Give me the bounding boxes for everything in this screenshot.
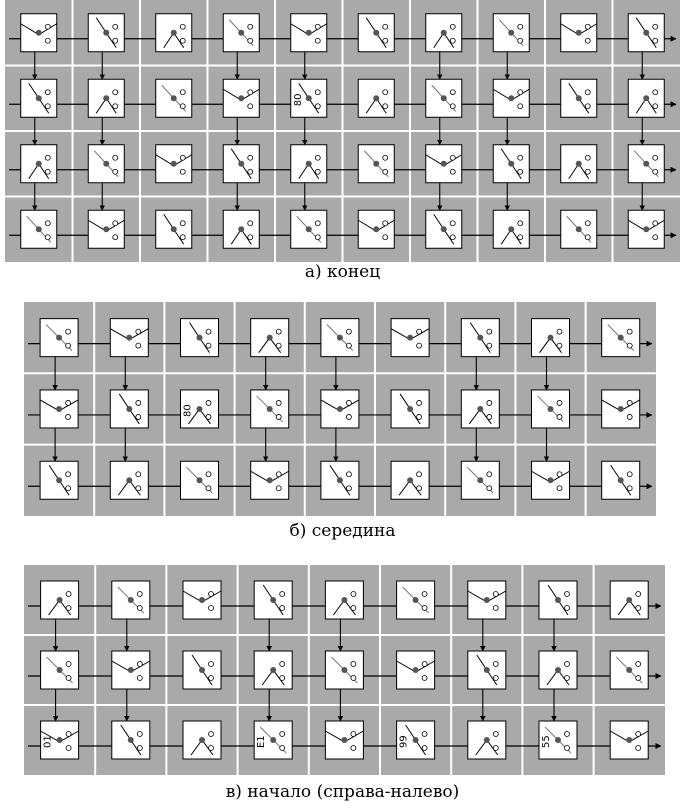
cell-port (180, 221, 185, 226)
cell-port (565, 662, 570, 667)
cell-port (493, 732, 498, 737)
cell-node (341, 737, 347, 743)
cell-port (209, 732, 214, 737)
cell-node (126, 406, 132, 412)
cell-node (407, 335, 413, 341)
cell-port (417, 486, 422, 491)
cell-port (346, 414, 351, 419)
cell-port (487, 414, 492, 419)
cell-port (209, 746, 214, 751)
cell-port (66, 592, 71, 597)
cell-port (383, 38, 388, 43)
cell-port (276, 400, 281, 405)
cell-port (383, 90, 388, 95)
cell-port (280, 662, 285, 667)
cell-label: 80 (182, 404, 194, 417)
cell-node (441, 95, 447, 101)
cell-port (450, 221, 455, 226)
cell-node (337, 477, 343, 483)
cell-node (267, 335, 273, 341)
cell-node (197, 335, 203, 341)
cell-port (180, 90, 185, 95)
cell-port (653, 169, 658, 174)
cell-port (557, 472, 562, 477)
cell-port (383, 104, 388, 109)
cell-port (66, 606, 71, 611)
cell-port (113, 235, 118, 240)
cell-port (518, 38, 523, 43)
cell-node (548, 477, 554, 483)
cell-port (66, 329, 71, 334)
cell-node (306, 95, 312, 101)
cell-node (171, 30, 177, 36)
cell-port (315, 90, 320, 95)
cell-port (276, 414, 281, 419)
cell-node (171, 95, 177, 101)
cell-port (209, 676, 214, 681)
cell-node (306, 161, 312, 167)
cell-port (627, 329, 632, 334)
cell-label: 80 (292, 93, 304, 107)
cell-port (627, 414, 632, 419)
cell-port (417, 329, 422, 334)
cell-port (276, 343, 281, 348)
cell-node (413, 597, 419, 603)
cell-port (636, 606, 641, 611)
cell-port (45, 221, 50, 226)
cell-node (56, 477, 62, 483)
cell-node (171, 161, 177, 167)
cell-node (267, 406, 273, 412)
cell-port (315, 235, 320, 240)
cell-port (206, 486, 211, 491)
cell-node (508, 226, 514, 232)
cell-node (36, 95, 42, 101)
cell-port (585, 221, 590, 226)
cell-node (128, 667, 134, 673)
cell-port (45, 104, 50, 109)
cell-port (450, 104, 455, 109)
cell-port (113, 169, 118, 174)
cell-port (180, 169, 185, 174)
cell-node (618, 406, 624, 412)
cell-port (450, 24, 455, 29)
cell-node (484, 667, 490, 673)
cell-node (103, 226, 109, 232)
cell-port (280, 732, 285, 737)
cell-port (518, 90, 523, 95)
cell-port (113, 24, 118, 29)
cell-port (66, 400, 71, 405)
cell-node (407, 406, 413, 412)
cell-node (238, 226, 244, 232)
cell-node (643, 95, 649, 101)
cell-port (315, 104, 320, 109)
caption-a: а) конец (304, 262, 381, 282)
cell-node (56, 335, 62, 341)
cell-port (383, 155, 388, 160)
cell-node (576, 30, 582, 36)
cell-node (477, 406, 483, 412)
cell-node (56, 406, 62, 412)
cell-port (66, 662, 71, 667)
cell-node (477, 335, 483, 341)
cell-port (45, 24, 50, 29)
cell-node (576, 95, 582, 101)
cell-port (315, 169, 320, 174)
cell-port (248, 221, 253, 226)
cell-port (248, 90, 253, 95)
cell-port (653, 90, 658, 95)
cell-node (484, 737, 490, 743)
cell-node (508, 161, 514, 167)
cell-node (306, 226, 312, 232)
cell-port (585, 169, 590, 174)
cell-port (209, 592, 214, 597)
cell-node (197, 406, 203, 412)
cell-node (103, 95, 109, 101)
cell-node (508, 30, 514, 36)
cell-port (450, 169, 455, 174)
cell-port (137, 606, 142, 611)
caption-c: в) начало (справа-налево) (225, 782, 460, 802)
cell-port (627, 400, 632, 405)
cell-node (199, 597, 205, 603)
cell-port (66, 472, 71, 477)
cell-port (113, 104, 118, 109)
cell-port (557, 400, 562, 405)
cell-port (315, 155, 320, 160)
cell-node (618, 477, 624, 483)
cell-port (206, 414, 211, 419)
cell-port (280, 746, 285, 751)
cell-node (238, 161, 244, 167)
cell-port (136, 329, 141, 334)
cell-node (618, 335, 624, 341)
cell-port (137, 662, 142, 667)
cell-port (383, 24, 388, 29)
cell-port (422, 606, 427, 611)
cell-port (487, 329, 492, 334)
cell-port (351, 732, 356, 737)
cell-port (351, 746, 356, 751)
cell-port (653, 104, 658, 109)
cell-port (346, 400, 351, 405)
cell-node (441, 30, 447, 36)
cell-node (197, 477, 203, 483)
cell-port (518, 221, 523, 226)
cell-node (57, 737, 63, 743)
cell-node (128, 597, 134, 603)
cell-port (493, 676, 498, 681)
cell-label: E1 (256, 735, 268, 748)
cell-port (565, 746, 570, 751)
cell-node (555, 667, 561, 673)
cell-port (346, 472, 351, 477)
cell-port (585, 90, 590, 95)
cell-node (341, 667, 347, 673)
cell-port (585, 235, 590, 240)
cell-node (341, 597, 347, 603)
cell-port (450, 235, 455, 240)
cell-port (518, 169, 523, 174)
cell-node (238, 95, 244, 101)
cell-port (417, 472, 422, 477)
cell-port (487, 400, 492, 405)
cell-port (66, 746, 71, 751)
cell-port (113, 38, 118, 43)
cell-node (626, 667, 632, 673)
cell-port (653, 24, 658, 29)
cell-node (576, 161, 582, 167)
cell-node (36, 30, 42, 36)
cell-node (643, 30, 649, 36)
cell-port (315, 38, 320, 43)
cell-port (450, 38, 455, 43)
cell-port (653, 221, 658, 226)
cell-node (103, 30, 109, 36)
cell-node (171, 226, 177, 232)
cell-port (351, 662, 356, 667)
cell-port (180, 38, 185, 43)
cell-port (351, 676, 356, 681)
cell-port (518, 24, 523, 29)
cell-node (643, 161, 649, 167)
cell-port (351, 606, 356, 611)
cell-port (45, 169, 50, 174)
cell-port (206, 343, 211, 348)
cell-label: 55 (541, 735, 552, 748)
cell-node (373, 95, 379, 101)
cell-port (627, 343, 632, 348)
cell-port (280, 592, 285, 597)
cell-port (383, 235, 388, 240)
cell-port (493, 606, 498, 611)
cell-port (383, 169, 388, 174)
cell-port (136, 400, 141, 405)
cell-port (180, 235, 185, 240)
cell-port (636, 676, 641, 681)
cell-port (487, 343, 492, 348)
cell-port (66, 486, 71, 491)
cell-port (248, 38, 253, 43)
cell-port (417, 400, 422, 405)
cell-port (585, 155, 590, 160)
cell-port (346, 329, 351, 334)
cell-node (626, 737, 632, 743)
cell-node (270, 737, 276, 743)
cell-node (413, 667, 419, 673)
cell-port (280, 606, 285, 611)
cell-port (627, 472, 632, 477)
cell-port (518, 235, 523, 240)
cell-port (557, 414, 562, 419)
cell-port (136, 472, 141, 477)
cell-node (199, 667, 205, 673)
cell-port (45, 235, 50, 240)
cell-port (653, 235, 658, 240)
cell-port (557, 486, 562, 491)
cell-port (450, 90, 455, 95)
cell-node (36, 161, 42, 167)
cell-node (441, 161, 447, 167)
cell-port (653, 38, 658, 43)
cell-port (422, 676, 427, 681)
cell-port (280, 676, 285, 681)
cell-port (45, 90, 50, 95)
cell-port (113, 221, 118, 226)
cell-port (518, 155, 523, 160)
cell-port (422, 662, 427, 667)
cell-node (576, 226, 582, 232)
cell-node (373, 30, 379, 36)
cell-port (565, 592, 570, 597)
cell-node (126, 477, 132, 483)
cell-port (383, 221, 388, 226)
cell-port (136, 343, 141, 348)
cell-port (66, 414, 71, 419)
cell-port (422, 746, 427, 751)
cell-port (493, 746, 498, 751)
cell-port (137, 746, 142, 751)
cell-node (238, 30, 244, 36)
cell-port (248, 235, 253, 240)
cell-node (267, 477, 273, 483)
cell-port (137, 592, 142, 597)
cell-port (636, 592, 641, 597)
cell-port (450, 155, 455, 160)
cell-port (276, 329, 281, 334)
cell-node (555, 597, 561, 603)
cell-port (209, 606, 214, 611)
cell-port (653, 155, 658, 160)
cell-port (66, 343, 71, 348)
cell-node (484, 597, 490, 603)
cell-port (565, 606, 570, 611)
cell-port (346, 343, 351, 348)
cell-port (136, 414, 141, 419)
cell-node (508, 95, 514, 101)
cell-port (137, 732, 142, 737)
cell-port (422, 592, 427, 597)
cell-node (199, 737, 205, 743)
cell-port (113, 90, 118, 95)
cell-port (518, 104, 523, 109)
cell-label: 99 (398, 735, 410, 748)
cell-port (248, 155, 253, 160)
cell-port (422, 732, 427, 737)
cell-port (276, 486, 281, 491)
cell-port (180, 104, 185, 109)
cell-port (493, 592, 498, 597)
cell-port (565, 732, 570, 737)
cell-node (548, 406, 554, 412)
cell-port (351, 592, 356, 597)
cell-node (270, 597, 276, 603)
cell-node (548, 335, 554, 341)
cell-port (206, 329, 211, 334)
cell-node (373, 161, 379, 167)
cell-port (180, 24, 185, 29)
cell-node (57, 667, 63, 673)
cell-port (315, 221, 320, 226)
cell-port (585, 38, 590, 43)
cell-port (636, 746, 641, 751)
cell-port (113, 155, 118, 160)
cell-node (373, 226, 379, 232)
cell-port (66, 732, 71, 737)
cell-port (627, 486, 632, 491)
cell-node (407, 477, 413, 483)
cell-port (557, 343, 562, 348)
cell-port (585, 24, 590, 29)
cell-node (306, 30, 312, 36)
cell-node (270, 667, 276, 673)
cell-node (413, 737, 419, 743)
cell-port (417, 414, 422, 419)
cell-port (493, 662, 498, 667)
cell-port (557, 329, 562, 334)
cell-port (487, 472, 492, 477)
cell-port (209, 662, 214, 667)
cell-port (565, 676, 570, 681)
cell-port (636, 662, 641, 667)
cell-node (441, 226, 447, 232)
cell-port (248, 24, 253, 29)
cell-port (417, 343, 422, 348)
cell-port (206, 400, 211, 405)
cell-port (248, 169, 253, 174)
cell-node (337, 406, 343, 412)
cell-node (126, 335, 132, 341)
cell-node (643, 226, 649, 232)
cell-port (636, 732, 641, 737)
cell-port (346, 486, 351, 491)
cell-node (36, 226, 42, 232)
cell-port (136, 486, 141, 491)
cell-port (315, 24, 320, 29)
cell-port (137, 676, 142, 681)
cell-node (128, 737, 134, 743)
cell-port (248, 104, 253, 109)
cell-port (45, 38, 50, 43)
cell-port (45, 155, 50, 160)
cell-node (477, 477, 483, 483)
cell-port (180, 155, 185, 160)
cell-port (66, 676, 71, 681)
cell-port (487, 486, 492, 491)
cell-node (626, 597, 632, 603)
cell-node (555, 737, 561, 743)
cell-node (103, 161, 109, 167)
cell-node (57, 597, 63, 603)
cell-node (337, 335, 343, 341)
cell-port (276, 472, 281, 477)
cell-port (206, 472, 211, 477)
cell-label: 01 (42, 735, 54, 748)
caption-b: б) середина (289, 521, 396, 541)
cell-port (585, 104, 590, 109)
